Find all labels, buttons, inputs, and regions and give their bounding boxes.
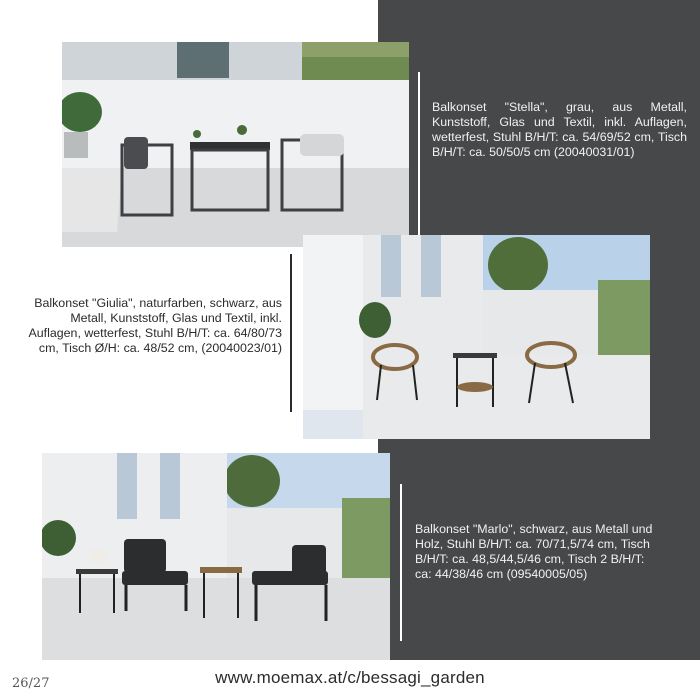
product-photo-giulia: [303, 235, 650, 439]
product-photo-stella: [62, 42, 409, 247]
product-description-stella: Balkonset "Stella", grau, aus Metall, Kunststoff, Glas und Textil, inkl. Auflagen, wetterfest, Stuhl B/H/T: ca. 54/69/52 cm, Tisch B/H/T: ca. 50/50/5 cm (20040031/01): [432, 100, 687, 159]
divider-line-giulia: [290, 254, 292, 412]
product-description-marlo: Balkonset "Marlo", schwarz, aus Metall und Holz, Stuhl B/H/T: ca. 70/71,5/74 cm, Tisch B/H/T: ca. 48,5/44,5/46 cm, Tisch 2 B/H/T: ca: 44/38/46 cm (09540005/05): [415, 522, 653, 581]
divider-line-marlo: [400, 484, 402, 641]
footer-url-link[interactable]: www.moemax.at/c/bessagi_garden: [215, 668, 485, 687]
divider-line-stella: [418, 72, 420, 248]
product-photo-marlo: [42, 453, 390, 660]
product-description-giulia: Balkonset "Giulia", naturfarben, schwarz, aus Metall, Kunststoff, Glas und Textil, inkl. Auflagen, wetterfest, Stuhl B/H/T: ca. 64/80/73 cm, Tisch Ø/H: ca. 48/52 cm, (20040023/01): [28, 296, 282, 355]
page-number: 26/27: [12, 676, 50, 691]
